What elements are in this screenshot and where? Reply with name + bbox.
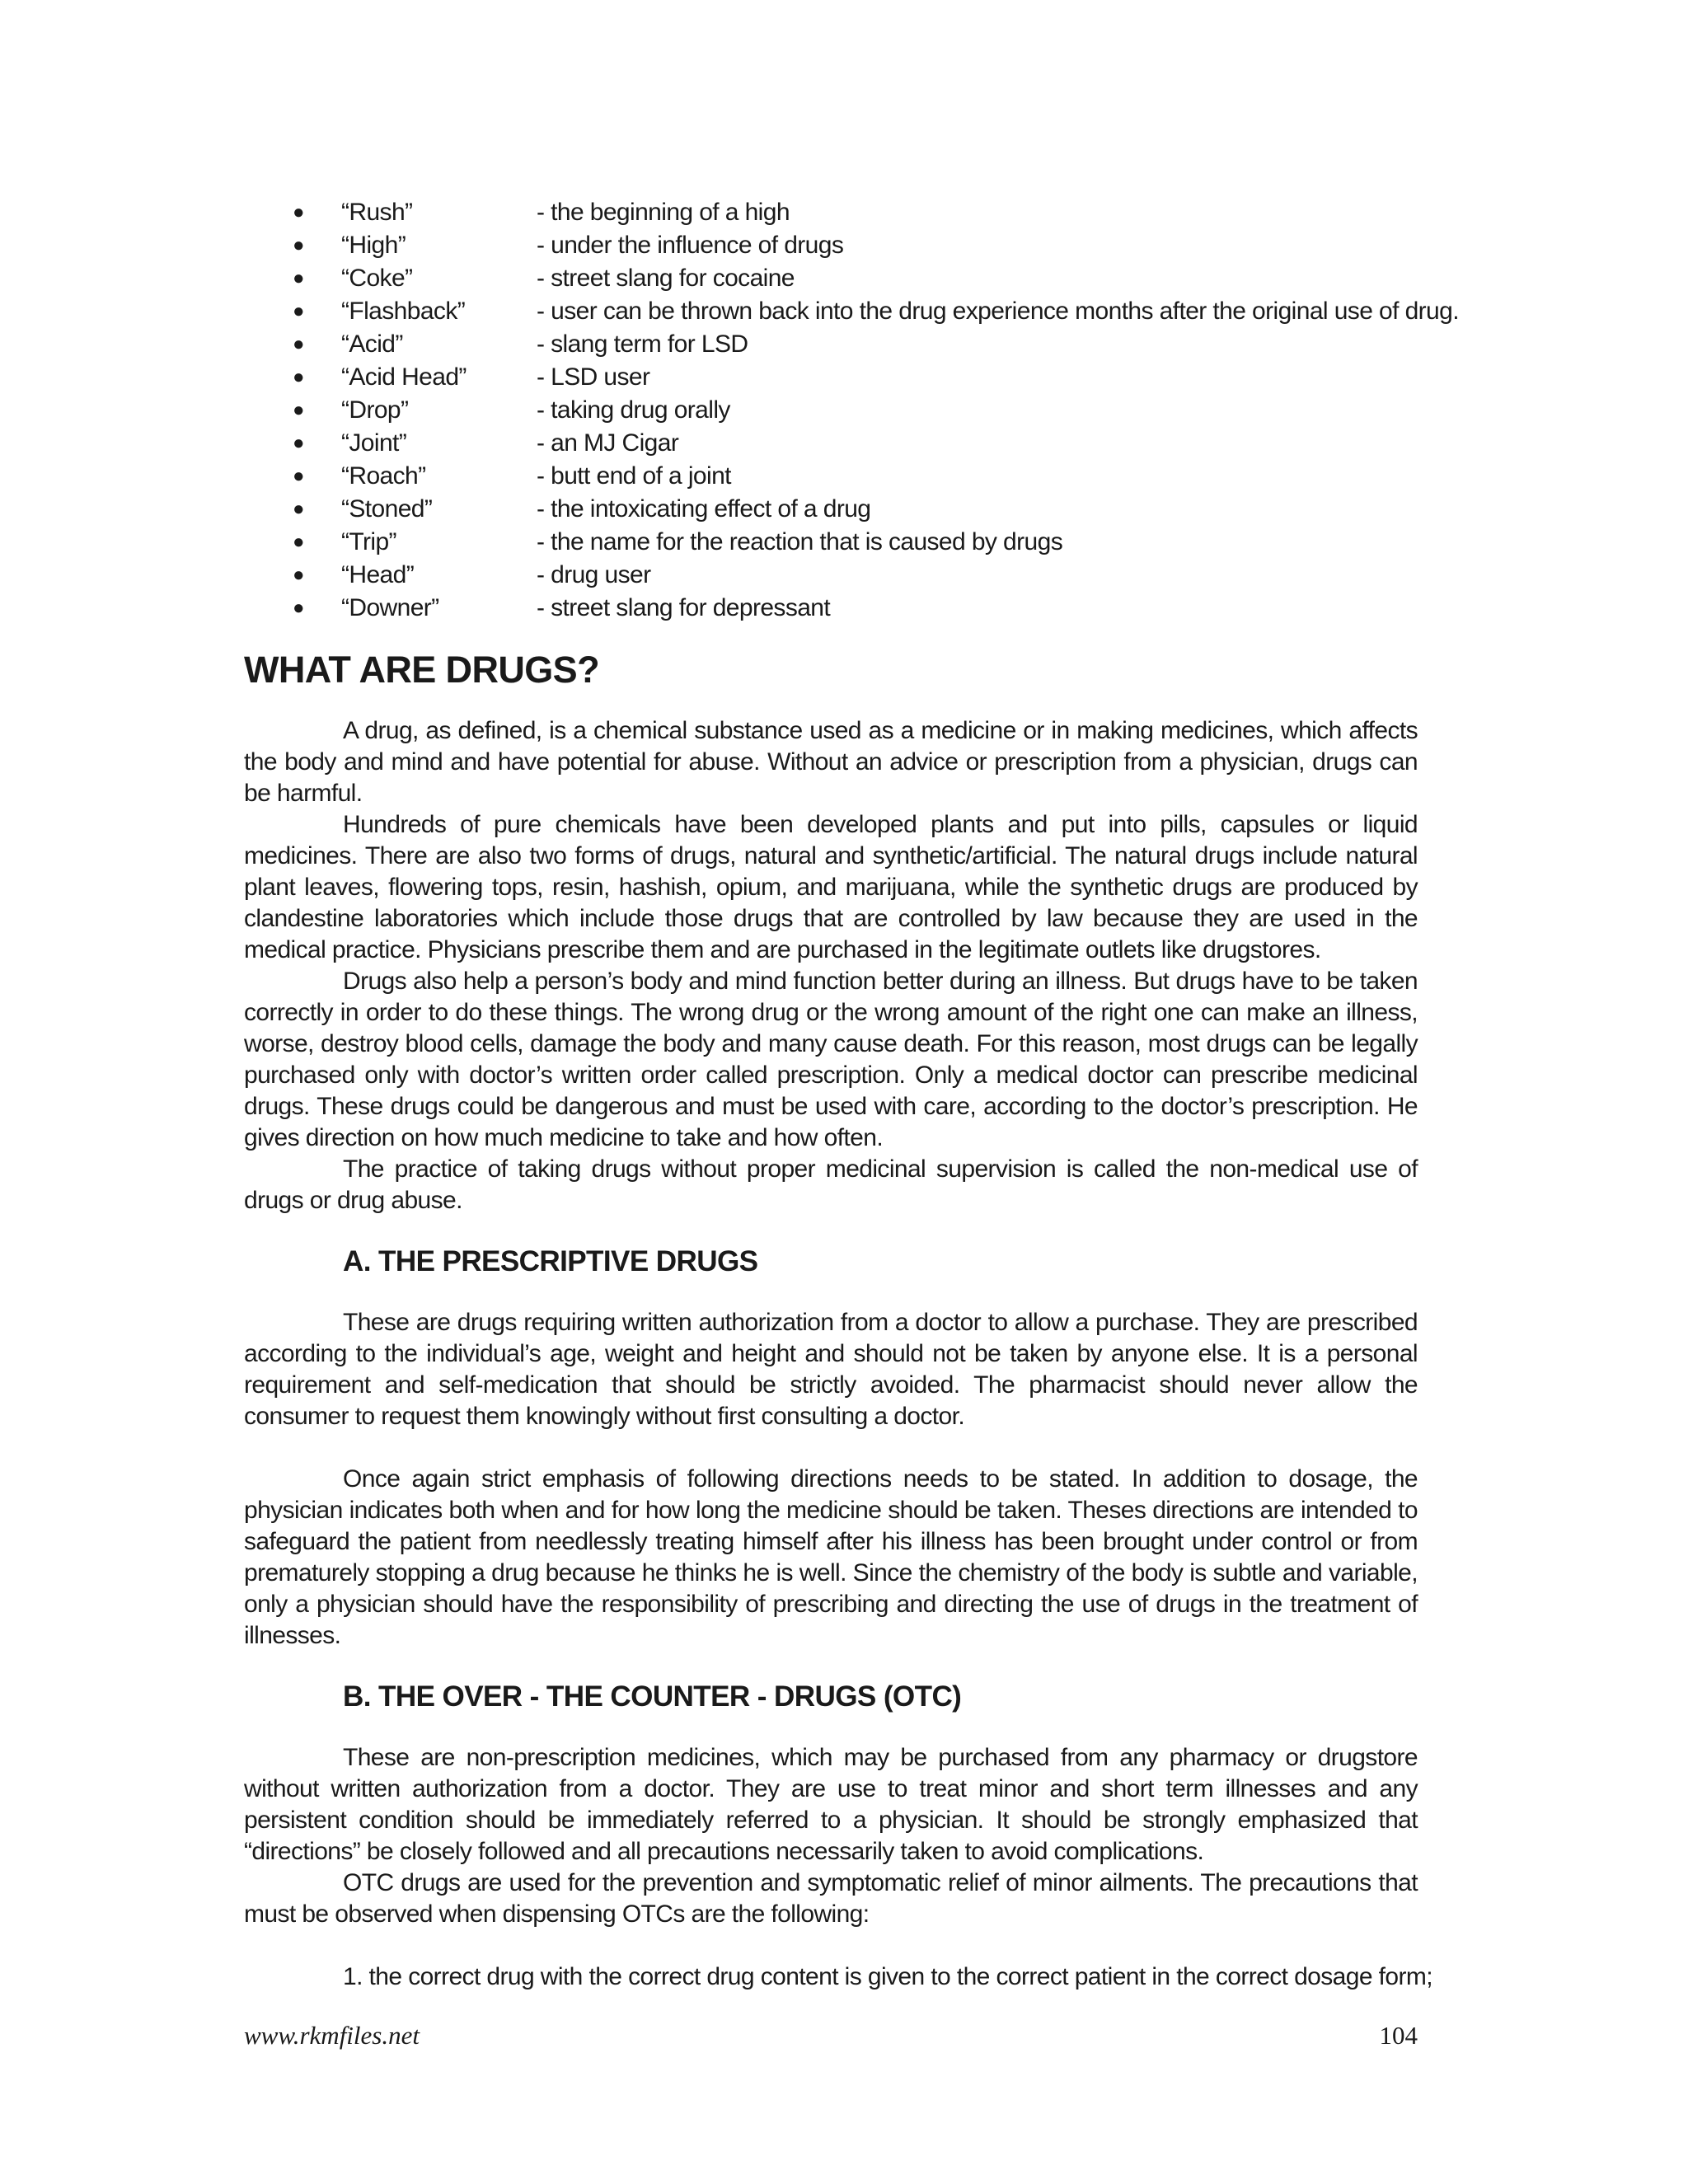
bullet-icon: ● [293,498,304,520]
bullet-icon: ● [293,399,304,421]
bullet-icon: ● [293,564,304,586]
list-item [244,394,1418,427]
page-number: 104 [1379,2021,1418,2050]
term-definition: - street slang for cocaine [537,265,795,292]
section-heading-what-are-drugs: WHAT ARE DRUGS? [244,649,599,691]
paragraph: These are non-prescription medicines, which may be purchased from any pharmacy or drugstore without written authorization from a doctor. They are use to treat minor and short term illnesses and any persistent condition should be immediately referred to a physician. It should be strongly emphasized that “directions” be closely followed and all precautions necessarily taken to avoid complications. [244,1744,1418,1865]
bullet-icon: ● [293,234,304,256]
paragraph: Once again strict emphasis of following directions needs to be stated. In addition to dosage, the physician indicates both when and for how long the medicine should be taken. Theses directions are intended to safeguard the patient from needlessly treating himself after his illness has been brought under control or from prematurely stopping a drug because he thinks he is well. Since the chemistry of the body is subtle and variable, only a physician should have the responsibility of prescribing and directing the use of drugs in the treatment of illnesses. [244,1465,1418,1649]
bullet-icon: ● [293,267,304,289]
term-definition: - LSD user [537,363,650,391]
list-item [244,196,1418,229]
list-item [244,526,1418,559]
paragraph: Drugs also help a person’s body and mind function better during an illness. But drugs have to be taken correctly in order to do these things. The wrong drug or the wrong amount of the right one can make an illness, worse, destroy blood cells, damage the body and many cause death. For this reason, most drugs can be legally purchased only with doctor’s written order called prescription. Only a medical doctor can prescribe medicinal drugs. These drugs could be dangerous and must be used with care, according to the doctor’s prescription. He gives direction on how much medicine to take and how often. [244,968,1418,1151]
term-definition: - under the influence of drugs [537,232,844,259]
term-definition: - the name for the reaction that is caused by drugs [537,528,1063,555]
term-definition: - slang term for LSD [537,330,748,358]
bullet-icon: ● [293,366,304,388]
list-item [244,493,1418,526]
list-item [244,559,1418,592]
term-definition: - drug user [537,561,651,588]
term-definition: - street slang for depressant [537,594,831,621]
section-heading-prescriptive-drugs: A. THE PRESCRIPTIVE DRUGS [343,1245,758,1277]
term-definition: - butt end of a joint [537,462,731,490]
bullet-icon: ● [293,201,304,223]
term-definition: - the beginning of a high [537,199,790,226]
paragraph: Hundreds of pure chemicals have been developed plants and put into pills, capsules or liquid medicines. There are also two forms of drugs, natural and synthetic/artificial. The natural drugs include natural plant leaves, flowering tops, resin, hashish, opium, and marijuana, while the synthetic drugs are produced by clandestine laboratories which include those drugs that are controlled by law because they are used in the medical practice. Physicians prescribe them and are purchased in the legitimate outlets like drugstores. [244,811,1418,963]
term-definition: - an MJ Cigar [537,429,679,457]
paragraph: These are drugs requiring written authorization from a doctor to allow a purchase. They are prescribed according to the individual’s age, weight and height and should not be taken by anyone else. It is a personal requirement and self-medication that should be strictly avoided. The pharmacist should never allow the consumer to request them knowingly without first consulting a doctor. [244,1309,1418,1430]
paragraph: The practice of taking drugs without proper medicinal supervision is called the non-medical use of drugs or drug abuse. [244,1155,1418,1214]
term-label: “Drop” [341,396,409,424]
bullet-icon: ● [293,597,304,619]
list-item [244,427,1418,460]
bullet-icon: ● [293,432,304,454]
paragraph: A drug, as defined, is a chemical substance used as a medicine or in making medicines, which affects the body and mind and have potential for abuse. Without an advice or prescription from a physician, drugs can be harmful. [244,717,1418,807]
footer-website: www.rkmfiles.net [244,2021,420,2050]
bullet-icon: ● [293,300,304,322]
page-content [244,196,1459,1993]
term-label: “High” [341,232,406,259]
bullet-icon: ● [293,531,304,553]
term-definition: - taking drug orally [537,396,730,424]
list-item [244,592,1418,625]
term-label: “Rush” [341,199,413,226]
bullet-icon: ● [293,333,304,355]
term-label: “Coke” [341,265,413,292]
term-label: “Flashback” [341,298,466,325]
list-item [244,229,1418,262]
term-label: “Trip” [341,528,396,555]
term-label: “Joint” [341,429,407,457]
term-label: “Downer” [341,594,439,621]
term-label: “Stoned” [341,495,433,523]
numbered-list-item: 1. the correct drug with the correct drug content is given to the correct patient in the correct dosage form; [343,1963,1432,1990]
term-label: “Roach” [341,462,426,490]
bullet-icon: ● [293,465,304,487]
list-item [244,460,1418,493]
list-item [244,262,1418,295]
list-item [244,295,1459,328]
section-heading-otc-drugs: B. THE OVER - THE COUNTER - DRUGS (OTC) [343,1680,962,1713]
term-label: “Acid” [341,330,403,358]
term-definition: - the intoxicating effect of a drug [537,495,871,523]
paragraph: OTC drugs are used for the prevention and symptomatic relief of minor ailments. The precautions that must be observed when dispensing OTCs are the following: [244,1869,1418,1928]
term-label: “Head” [341,561,415,588]
list-item [244,361,1418,394]
slang-term-list [244,196,1459,625]
list-item [244,328,1418,361]
term-definition: - user can be thrown back into the drug experience months after the original use of drug. [537,298,1459,325]
term-label: “Acid Head” [341,363,467,391]
